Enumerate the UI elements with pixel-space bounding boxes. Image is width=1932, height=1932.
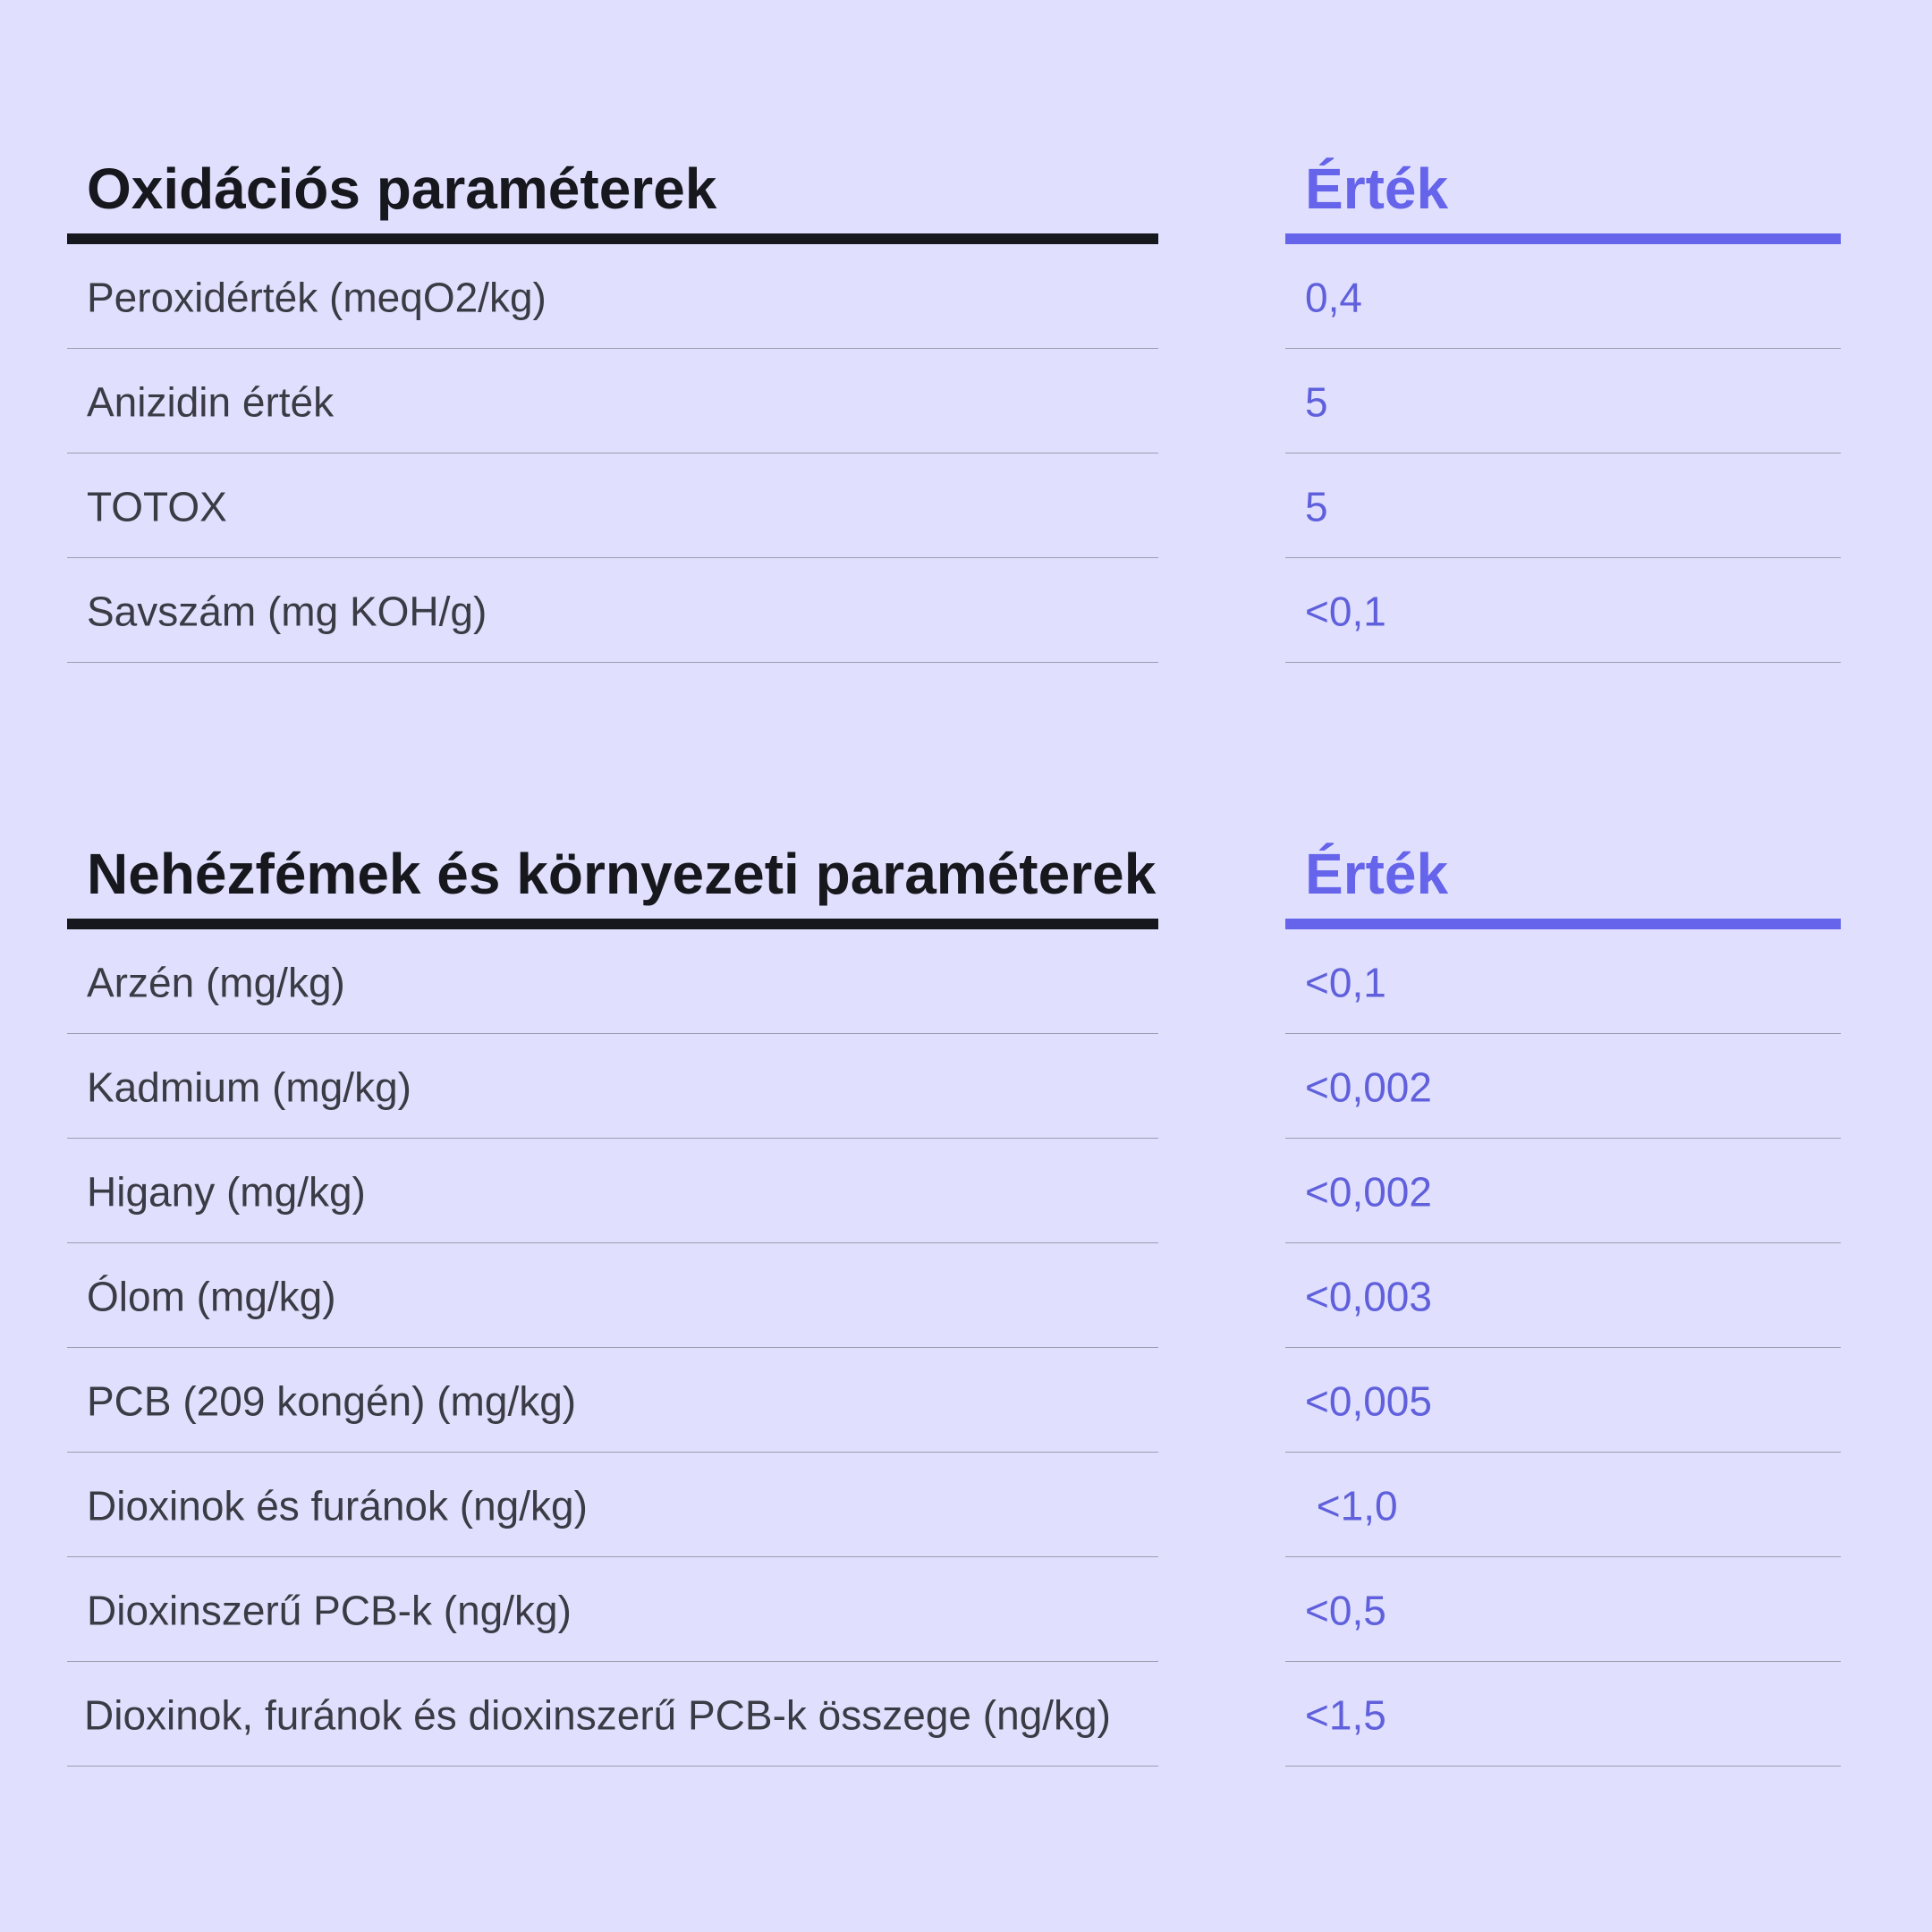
parameter-value: <0,1 — [1305, 959, 1386, 1006]
oxidation-value-header — [1285, 138, 1841, 244]
parameter-label: Dioxinszerű PCB-k (ng/kg) — [87, 1587, 572, 1634]
oxidation-header-title: Oxidációs paraméterek — [87, 157, 717, 221]
oxidation-header — [67, 138, 1158, 244]
table-row — [67, 453, 1158, 558]
table-row — [67, 1139, 1158, 1243]
table-row — [67, 1557, 1158, 1662]
parameter-value: <0,1 — [1305, 588, 1386, 635]
table-row — [1285, 558, 1841, 663]
oxidation-parameter-column — [67, 138, 1158, 663]
table-row — [67, 1034, 1158, 1139]
table-row — [67, 244, 1158, 349]
parameter-value: 5 — [1305, 483, 1328, 530]
table-row — [1285, 1662, 1841, 1767]
parameter-label: Arzén (mg/kg) — [87, 959, 345, 1006]
heavy-metals-value-header — [1285, 823, 1841, 929]
table-row — [67, 558, 1158, 663]
value-header-rule — [1285, 233, 1841, 244]
table-row — [1285, 1243, 1841, 1348]
heavy-metals-header-title: Nehézfémek és környezeti paraméterek — [87, 842, 1157, 906]
table-row — [1285, 349, 1841, 453]
parameter-value: 0,4 — [1305, 274, 1362, 321]
parameter-label: Ólom (mg/kg) — [87, 1273, 336, 1320]
parameter-label: Dioxinok, furánok és dioxinszerű PCB-k összege (ng/kg) — [84, 1691, 1111, 1739]
parameter-label: Higany (mg/kg) — [87, 1168, 366, 1216]
table-row — [1285, 1453, 1841, 1557]
table-row — [67, 1348, 1158, 1453]
value-header-title: Érték — [1305, 157, 1449, 221]
parameter-value: <0,002 — [1305, 1168, 1432, 1216]
table-row — [1285, 1034, 1841, 1139]
value-header-title: Érték — [1305, 842, 1449, 906]
header-rule — [67, 919, 1158, 929]
value-header-rule — [1285, 919, 1841, 929]
table-row — [67, 929, 1158, 1034]
table-row — [67, 1662, 1158, 1767]
parameter-label: PCB (209 kongén) (mg/kg) — [87, 1377, 577, 1425]
table-row — [67, 1453, 1158, 1557]
heavy-metals-parameter-column — [67, 823, 1158, 1767]
parameter-value: 5 — [1305, 378, 1328, 426]
parameter-value: <0,005 — [1305, 1377, 1432, 1425]
table-row — [1285, 929, 1841, 1034]
table-row — [1285, 1348, 1841, 1453]
parameter-label: Peroxidérték (meqO2/kg) — [87, 274, 547, 321]
heavy-metals-header — [67, 823, 1158, 929]
table-row — [1285, 1139, 1841, 1243]
table-row — [1285, 453, 1841, 558]
table-row — [1285, 1557, 1841, 1662]
parameter-value: <0,002 — [1305, 1063, 1432, 1111]
table-row — [67, 1243, 1158, 1348]
parameter-label: TOTOX — [87, 483, 227, 530]
parameter-label: Savszám (mg KOH/g) — [87, 588, 487, 635]
oxidation-value-column — [1285, 138, 1841, 663]
header-rule — [67, 233, 1158, 244]
table-row — [67, 349, 1158, 453]
parameter-value: <0,003 — [1305, 1273, 1432, 1320]
parameter-label: Kadmium (mg/kg) — [87, 1063, 411, 1111]
parameter-value: <0,5 — [1305, 1587, 1386, 1634]
parameter-value: <1,5 — [1305, 1691, 1386, 1739]
parameter-value: <1,0 — [1305, 1482, 1398, 1530]
heavy-metals-value-column — [1285, 823, 1841, 1767]
table-row — [1285, 244, 1841, 349]
parameter-label: Dioxinok és furánok (ng/kg) — [87, 1482, 588, 1530]
parameter-label: Anizidin érték — [87, 378, 335, 426]
